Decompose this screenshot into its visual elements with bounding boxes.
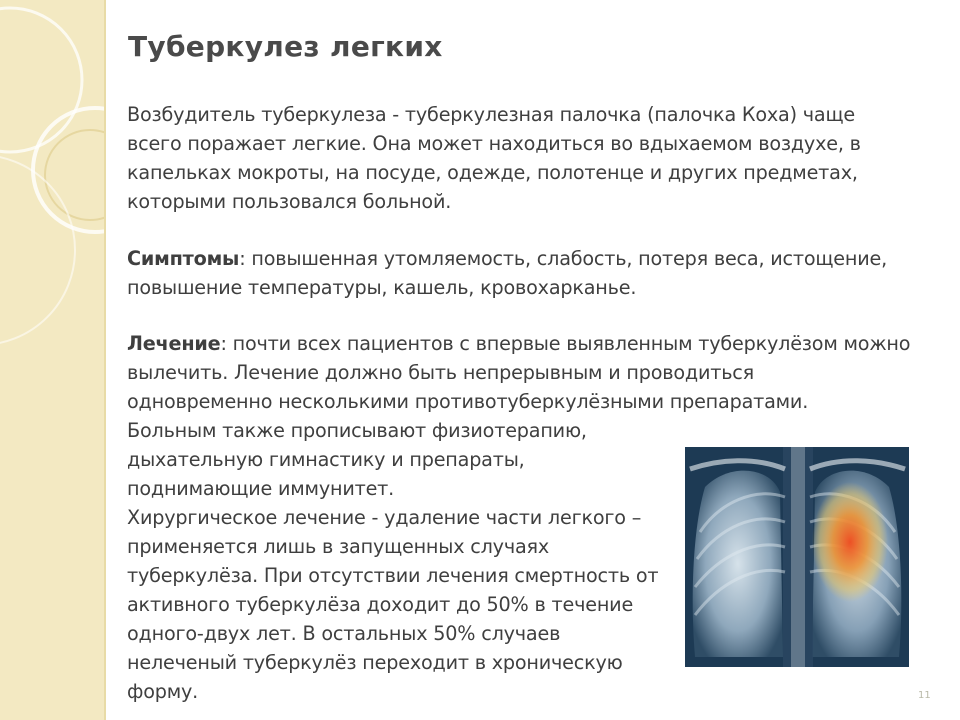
chest-xray-image (685, 447, 909, 667)
page-number: 11 (918, 690, 931, 701)
treatment-line: Хирургическое лечение - удаление части легкого – (127, 506, 642, 529)
treatment-line: Больным также прописывают физиотерапию, (127, 419, 587, 442)
intro-line: капельках мокроты, на посуде, одежде, полотенце и других предметах, (127, 161, 858, 184)
symptoms-line: повышение температуры, кашель, кровохарканье. (127, 276, 637, 299)
symptoms-paragraph (127, 244, 887, 302)
treatment-line: туберкулёза. При отсутствии лечения смертность от (127, 564, 659, 587)
treatment-line: поднимающие иммунитет. (127, 477, 395, 500)
treatment-line: одновременно несколькими противотуберкулёзными препаратами. (127, 390, 809, 413)
symptoms-text: : повышенная утомляемость, слабость, потеря веса, истощение, (239, 247, 887, 270)
slide-title: Туберкулез легких (128, 30, 443, 63)
treatment-line: форму. (127, 680, 199, 703)
treatment-line (127, 329, 910, 358)
treatment-line: применяется лишь в запущенных случаях (127, 535, 550, 558)
symptoms-label: Симптомы (127, 247, 240, 270)
intro-line: Возбудитель туберкулеза - туберкулезная палочка (палочка Коха) чаще (127, 103, 855, 126)
treatment-line: дыхательную гимнастику и препараты, (127, 448, 525, 471)
intro-paragraph (127, 100, 861, 216)
lesion-highlight (812, 482, 888, 602)
treatment-line: активного туберкулёза доходит до 50% в течение (127, 593, 634, 616)
symptoms-line (127, 244, 887, 273)
band-divider (104, 0, 106, 720)
intro-line: всего поражает легкие. Она может находиться во вдыхаемом воздухе, в (127, 132, 861, 155)
treatment-line: нелеченый туберкулёз переходит в хроническую (127, 651, 623, 674)
intro-line: которыми пользовался больной. (127, 190, 452, 213)
ring-ornament (0, 0, 104, 720)
treatment-text: : почти всех пациентов с впервые выявленным туберкулёзом можно (220, 332, 911, 355)
treatment-line: одного-двух лет. В остальных 50% случаев (127, 622, 561, 645)
treatment-label: Лечение (127, 332, 221, 355)
treatment-line: вылечить. Лечение должно быть непрерывным и проводиться (127, 361, 754, 384)
decorative-side-band (0, 0, 104, 720)
